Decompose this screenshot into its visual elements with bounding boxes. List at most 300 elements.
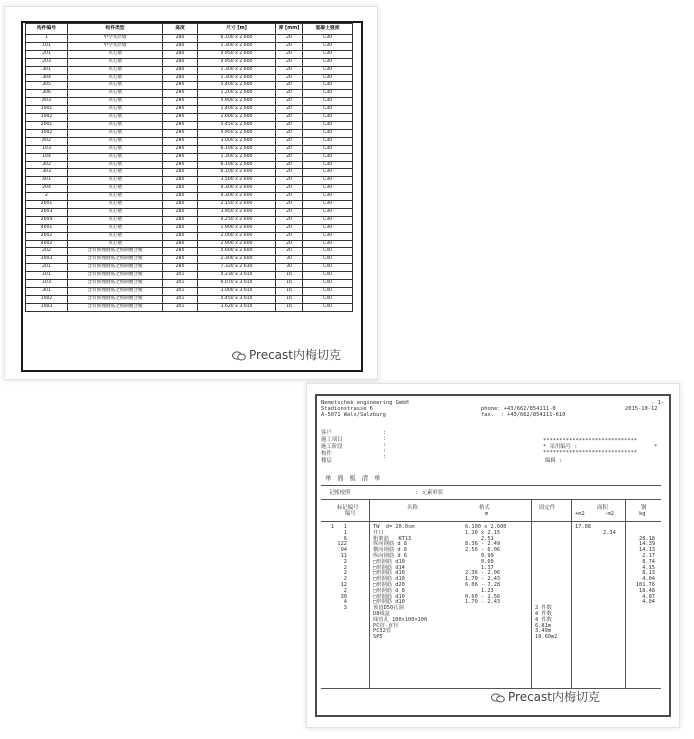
- table-cell: 280: [163, 169, 198, 177]
- table-cell: 20: [276, 169, 303, 177]
- table-cell: 203: [26, 58, 68, 66]
- drawing-no-label: * 采用编号 :: [543, 444, 578, 450]
- table-header-row: [26, 24, 353, 35]
- table-cell: 含有预埋钢筋之预制叠合板: [68, 288, 163, 296]
- table-cell: 16: [276, 295, 303, 303]
- edit-label: 编辑 :: [545, 458, 563, 464]
- table-cell: 1.300 x 2.600: [198, 66, 276, 74]
- table-row: [26, 90, 353, 98]
- table-cell: 20: [276, 42, 303, 50]
- table-cell: 2004: [26, 216, 68, 224]
- page-number: - 1-: [651, 400, 664, 406]
- table-row: [26, 58, 353, 66]
- table-row: [26, 201, 353, 209]
- table-cell: 280: [163, 193, 198, 201]
- table-cell: C30: [303, 90, 353, 98]
- printout-card: [306, 383, 680, 728]
- table-cell: 280: [163, 129, 198, 137]
- table-cell: 夹心墙: [68, 50, 163, 58]
- table-cell: 夹心墙: [68, 137, 163, 145]
- table-header-cell: 高度: [163, 24, 198, 35]
- table-cell: C30: [303, 58, 353, 66]
- table-cell: 6.100 x 2.600: [198, 169, 276, 177]
- table-cell: 6.100 x 2.600: [198, 161, 276, 169]
- table-row: [26, 264, 353, 272]
- table-cell: C30: [303, 114, 353, 122]
- table-row: [26, 177, 353, 185]
- table-cell: C30: [303, 185, 353, 193]
- table-row: [26, 216, 353, 224]
- table-cell: 103: [26, 280, 68, 288]
- table-cell: 3003: [26, 256, 68, 264]
- table-cell: 夹心墙: [68, 90, 163, 98]
- table-cell: 3002: [26, 129, 68, 137]
- table-cell: 20: [276, 121, 303, 129]
- table-cell: 2003: [26, 208, 68, 216]
- watermark-text: Precast内梅切克: [508, 690, 600, 704]
- col-header-steel-unit: kg: [639, 511, 646, 517]
- table-cell: 20: [276, 248, 303, 256]
- col-header-mark: 标记编号: [337, 505, 359, 511]
- table-cell: 280: [163, 90, 198, 98]
- col-area-plus-values: 17.08: [575, 524, 591, 530]
- table-cell: 20: [276, 193, 303, 201]
- table-cell: 280: [163, 232, 198, 240]
- table-cell: 夹心墙: [68, 232, 163, 240]
- table-cell: 280: [163, 145, 198, 153]
- table-cell: 2.600 x 2.600: [198, 114, 276, 122]
- table-cell: 夹心墙: [68, 240, 163, 248]
- table-cell: 104: [26, 153, 68, 161]
- company-name: Nemetschek engineering GmbH: [321, 400, 409, 406]
- table-cell: 夹心墙: [68, 82, 163, 90]
- table-cell: 夹心墙: [68, 74, 163, 82]
- table-cell: 306: [26, 90, 68, 98]
- project-label: 施工项目: [321, 437, 343, 443]
- table-cell: 280: [163, 216, 198, 224]
- table-row: [26, 193, 353, 201]
- table-cell: 6.100 x 2.600: [198, 145, 276, 153]
- table-cell: 280: [163, 224, 198, 232]
- table-cell: 6.100 x 2.600: [198, 35, 276, 43]
- table-cell: 1.400 x 2.600: [198, 106, 276, 114]
- table-cell: 中空夹层墙: [68, 35, 163, 43]
- table-cell: 20: [276, 145, 303, 153]
- table-cell: 4.950 x 2.600: [198, 50, 276, 58]
- divider-1: [321, 485, 661, 486]
- table-cell: C30: [303, 121, 353, 129]
- table-row: [26, 82, 353, 90]
- table-cell: C40: [303, 303, 353, 311]
- table-cell: 1003: [26, 303, 68, 311]
- table-cell: 含有预埋钢筋之预制叠合板: [68, 264, 163, 272]
- table-cell: 101: [26, 42, 68, 50]
- company-phone: phone: +43/662/854111-0: [481, 406, 556, 412]
- table-cell: 280: [163, 161, 198, 169]
- divider-2: [321, 499, 661, 500]
- table-cell: 夹心墙: [68, 145, 163, 153]
- table-cell: 30: [276, 264, 303, 272]
- table-row: [26, 288, 353, 296]
- col-header-mark-no: 编号: [345, 511, 356, 517]
- table-cell: 夹心墙: [68, 169, 163, 177]
- table-cell: 20: [276, 153, 303, 161]
- table-cell: 3.000 x 2.600: [198, 137, 276, 145]
- col-mark-values: 1 1 1 6 122 94 11 2 2 2 2 12 2 30 4 3: [331, 524, 347, 612]
- company-fax: fax. : +43/662/854111-610: [481, 412, 566, 418]
- table-cell: 16: [276, 303, 303, 311]
- table-cell: 含有预埋钢筋之预制叠合板: [68, 295, 163, 303]
- table-cell: 20: [276, 106, 303, 114]
- table-cell: 3.500 x 2.600: [198, 177, 276, 185]
- table-cell: 4.950 x 2.600: [198, 129, 276, 137]
- table-cell: 夹心墙: [68, 201, 163, 209]
- col-format-values: 6.100 x 2.600 1.10 x 2.15 2.51 8.36 - 2.49 2.56 - 6.06 0.99 0.60 1.37 2.36 - 2.06 1.70 - 2.43 6.06 - 7.28 1.23 0.60 - 2.56 1.70 - 2.43: [465, 524, 507, 606]
- wechat-icon: [491, 693, 505, 703]
- table-cell: 280: [163, 248, 198, 256]
- table-cell: 夹心墙: [68, 98, 163, 106]
- table-cell: 280: [163, 185, 198, 193]
- table-cell: 2001: [26, 201, 68, 209]
- table-cell: 3.620 x 3.010: [198, 303, 276, 311]
- table-cell: 2002: [26, 232, 68, 240]
- table-cell: 280: [163, 74, 198, 82]
- table-cell: 2.150 x 2.600: [198, 201, 276, 209]
- table-row: [26, 256, 353, 264]
- col-header-fixed: 固定件: [539, 505, 556, 511]
- table-cell: 1.300 x 2.600: [198, 153, 276, 161]
- table-cell: C40: [303, 272, 353, 280]
- col-header-steel: 钢: [641, 505, 647, 511]
- table-cell: C30: [303, 66, 353, 74]
- table-row: [26, 153, 353, 161]
- table-cell: C40: [303, 280, 353, 288]
- col-sep-4: [625, 500, 626, 688]
- table-cell: C30: [303, 193, 353, 201]
- table-cell: 3.950 x 2.600: [198, 208, 276, 216]
- table-cell: 20: [276, 98, 303, 106]
- table-cell: 402: [26, 137, 68, 145]
- table-cell: 1.200 x 2.600: [198, 90, 276, 98]
- table-cell: C30: [303, 74, 353, 82]
- table-body: [26, 35, 353, 312]
- table-cell: 280: [163, 201, 198, 209]
- table-cell: 2: [26, 193, 68, 201]
- table-cell: 16: [276, 280, 303, 288]
- table-cell: 20: [276, 82, 303, 90]
- table-cell: 5.400 x 2.600: [198, 82, 276, 90]
- table-cell: 20: [276, 90, 303, 98]
- table-cell: C30: [303, 177, 353, 185]
- table-cell: 16: [276, 272, 303, 280]
- table-row: [26, 161, 353, 169]
- table-row: [26, 280, 353, 288]
- table-row: [26, 35, 353, 43]
- table-cell: 夹心墙: [68, 161, 163, 169]
- table-cell: C30: [303, 224, 353, 232]
- col-header-area-units: +m2 -m2: [575, 511, 614, 517]
- col-area-minus-values: 2.34: [603, 529, 616, 536]
- table-cell: 201: [26, 264, 68, 272]
- table-cell: 4.250 x 2.600: [198, 216, 276, 224]
- document-title: 单 面 板 清 单: [325, 474, 382, 482]
- phase-label: 施工阶段: [321, 444, 343, 450]
- table-cell: 280: [163, 98, 198, 106]
- table-cell: 夹心墙: [68, 193, 163, 201]
- table-cell: 103: [26, 145, 68, 153]
- table-cell: 20: [276, 66, 303, 74]
- table-cell: 夹心墙: [68, 58, 163, 66]
- table-cell: 2.300 x 2.600: [198, 256, 276, 264]
- table-cell: 301: [26, 288, 68, 296]
- table-cell: 含有预埋钢筋之预制叠合板: [68, 272, 163, 280]
- table-header-cell: 厚 [mm]: [276, 24, 303, 35]
- watermark: [491, 688, 600, 705]
- table-cell: 20: [276, 201, 303, 209]
- floor-label: 楼层: [321, 458, 332, 464]
- table-cell: 301: [163, 288, 198, 296]
- table-row: [26, 106, 353, 114]
- record-label: 记帐按照: [329, 490, 351, 496]
- table-cell: 403: [26, 98, 68, 106]
- table-cell: 280: [163, 114, 198, 122]
- table-row: [26, 295, 353, 303]
- col-name-values: TW d= 20.0cm 开口 桁架筋 KT13 纵向钢筋 d 8 横向钢筋 d 8 纵向钢筋 d 6 □形钢筋 d10 □形钢筋 d14 □形钢筋 d10 □形钢筋 d10 □形钢筋 d20 □形钢筋 d 8 □形钢筋 d10 □形钢筋 d10 预留D50孔洞 D8线盒 线管孔 100×100×100 PC管-直径 PC32管 SP5: [373, 524, 428, 641]
- table-cell: C30: [303, 161, 353, 169]
- table-row: [26, 169, 353, 177]
- table-cell: 夹心墙: [68, 66, 163, 74]
- table-cell: 4.300 x 2.600: [198, 193, 276, 201]
- table-cell: C30: [303, 129, 353, 137]
- table-cell: C30: [303, 50, 353, 58]
- table-cell: 1.900 x 2.600: [198, 224, 276, 232]
- table-cell: 1002: [26, 114, 68, 122]
- divider-3: [321, 521, 661, 522]
- table-cell: 夹心墙: [68, 216, 163, 224]
- table-cell: 5.450 x 3.010: [198, 295, 276, 303]
- table-cell: 夹心墙: [68, 129, 163, 137]
- table-row: [26, 114, 353, 122]
- table-cell: 280: [163, 177, 198, 185]
- table-row: [26, 66, 353, 74]
- table-cell: 20: [276, 35, 303, 43]
- table-cell: 401: [26, 177, 68, 185]
- table-cell: 20: [276, 232, 303, 240]
- col-header-area: 面积: [597, 505, 608, 511]
- table-cell: 280: [163, 153, 198, 161]
- table-cell: 204: [26, 185, 68, 193]
- table-cell: 含有预埋钢筋之预制叠合板: [68, 303, 163, 311]
- table-cell: 20: [276, 74, 303, 82]
- table-row: [26, 240, 353, 248]
- table-row: [26, 208, 353, 216]
- watermark: [232, 346, 341, 363]
- table-cell: 夹心墙: [68, 224, 163, 232]
- col-fixed-values: 2 件数 4 件数 4 件数 6.81m 3.49m 10.60m2: [535, 605, 558, 641]
- table-row: [26, 98, 353, 106]
- table-cell: 4.900 x 2.600: [198, 98, 276, 106]
- table-cell: 夹心墙: [68, 177, 163, 185]
- table-row: [26, 185, 353, 193]
- table-cell: 20: [276, 208, 303, 216]
- table-cell: 280: [163, 137, 198, 145]
- col-header-format-unit: m: [485, 511, 489, 517]
- colon-marks: : : : : :: [383, 430, 387, 460]
- table-cell: 20: [276, 50, 303, 58]
- table-cell: 2.900 x 2.600: [198, 240, 276, 248]
- table-header-cell: 尺寸 [m]: [198, 24, 276, 35]
- table-cell: 201: [26, 50, 68, 58]
- table-row: [26, 224, 353, 232]
- table-row: [26, 74, 353, 82]
- table-cell: 夹心墙: [68, 208, 163, 216]
- table-row: [26, 303, 353, 311]
- table-cell: 4.230 x 3.010: [198, 272, 276, 280]
- table-row: [26, 129, 353, 137]
- table-cell: 20: [276, 216, 303, 224]
- table-cell: 301: [163, 280, 198, 288]
- table-cell: 4.300 x 2.600: [198, 185, 276, 193]
- table-cell: 280: [163, 256, 198, 264]
- table-cell: C30: [303, 169, 353, 177]
- col-sep-1: [369, 500, 370, 688]
- table-cell: 280: [163, 106, 198, 114]
- col-sep-3: [571, 500, 572, 688]
- table-cell: C30: [303, 42, 353, 50]
- client-label: 客户: [321, 430, 332, 436]
- table-cell: 301: [163, 295, 198, 303]
- table-cell: 280: [163, 50, 198, 58]
- table-cell: C30: [303, 106, 353, 114]
- table-cell: C30: [303, 208, 353, 216]
- table-cell: 280: [163, 121, 198, 129]
- table-cell: C40: [303, 248, 353, 256]
- col-sep-2: [531, 500, 532, 688]
- table-cell: 3.000 x 3.010: [198, 288, 276, 296]
- table-cell: 280: [163, 42, 198, 50]
- table-cell: 20: [276, 137, 303, 145]
- table-cell: 20: [276, 177, 303, 185]
- table-cell: 4001: [26, 224, 68, 232]
- company-city: A-5071 Wals/Salzburg: [321, 412, 386, 418]
- table-row: [26, 121, 353, 129]
- table-cell: C30: [303, 35, 353, 43]
- stars-end: *: [654, 444, 658, 450]
- table-cell: C30: [303, 82, 353, 90]
- table-cell: C30: [303, 240, 353, 248]
- table-row: [26, 272, 353, 280]
- table-cell: 6.070 x 3.010: [198, 280, 276, 288]
- table-cell: 含有预埋钢筋之预制叠合板: [68, 256, 163, 264]
- table-cell: 280: [163, 264, 198, 272]
- table-cell: 1001: [26, 106, 68, 114]
- table-cell: C30: [303, 232, 353, 240]
- table-cell: 5.600 x 2.600: [198, 248, 276, 256]
- table-cell: 304: [26, 74, 68, 82]
- col-header-name: 名称: [407, 505, 418, 511]
- table-cell: 20: [276, 224, 303, 232]
- table-row: [26, 145, 353, 153]
- component-table: [25, 23, 353, 312]
- table-cell: C30: [303, 153, 353, 161]
- table-cell: 含有预埋钢筋之预制叠合板: [68, 280, 163, 288]
- table-header-cell: 混凝土强度: [303, 24, 353, 35]
- table-cell: 夹心墙: [68, 114, 163, 122]
- table-cell: 303: [26, 169, 68, 177]
- col-steel-values: 28.18 14.39 14.13 2.17 8.74 4.15 8.13 4.04 101.76 18.48 4.87 4.04: [635, 535, 655, 606]
- table-cell: 2001: [26, 121, 68, 129]
- table-cell: 302: [26, 161, 68, 169]
- table-cell: 1.300 x 2.600: [198, 74, 276, 82]
- table-cell: 2.000 x 2.600: [198, 232, 276, 240]
- table-cell: 20: [276, 58, 303, 66]
- table-cell: 202: [26, 248, 68, 256]
- table-cell: 101: [26, 272, 68, 280]
- company-street: Stadionstrasse 6: [321, 406, 373, 412]
- table-cell: 280: [163, 208, 198, 216]
- table-cell: 301: [163, 303, 198, 311]
- table-cell: 20: [276, 129, 303, 137]
- table-row: [26, 137, 353, 145]
- table-cell: 5.450 x 2.600: [198, 121, 276, 129]
- table-cell: 夹心墙: [68, 185, 163, 193]
- table-cell: 1002: [26, 295, 68, 303]
- table-row: [26, 232, 353, 240]
- table-cell: 301: [163, 272, 198, 280]
- table-cell: 1: [26, 35, 68, 43]
- table-cell: 中空夹层墙: [68, 42, 163, 50]
- record-value: : 元素形状: [415, 490, 444, 496]
- table-header-cell: 构件类型: [68, 24, 163, 35]
- table-row: [26, 50, 353, 58]
- table-cell: 301: [26, 66, 68, 74]
- table-cell: 20: [276, 114, 303, 122]
- table-cell: 20: [276, 161, 303, 169]
- table-cell: 280: [163, 35, 198, 43]
- table-cell: 7.320 x 2.630: [198, 264, 276, 272]
- table-cell: 夹心墙: [68, 106, 163, 114]
- col-header-format: 格式: [479, 505, 490, 511]
- table-row: [26, 248, 353, 256]
- table-cell: C40: [303, 264, 353, 272]
- table-cell: 4002: [26, 240, 68, 248]
- stars-top: *****************************: [543, 438, 638, 444]
- watermark-text: Precast内梅切克: [249, 348, 341, 362]
- table-cell: 1.300 x 2.600: [198, 42, 276, 50]
- element-label: 构件: [321, 451, 332, 457]
- table-cell: C30: [303, 145, 353, 153]
- table-cell: 4.950 x 2.600: [198, 58, 276, 66]
- table-cell: 30: [276, 256, 303, 264]
- table-cell: 含有预埋钢筋之预制叠合板: [68, 248, 163, 256]
- wechat-icon: [232, 351, 246, 361]
- table-row: [26, 42, 353, 50]
- table-cell: 夹心墙: [68, 121, 163, 129]
- table-cell: 20: [276, 240, 303, 248]
- table-cell: 20: [276, 185, 303, 193]
- table-cell: C30: [303, 98, 353, 106]
- table-cell: C40: [303, 295, 353, 303]
- table-cell: C30: [303, 201, 353, 209]
- table-header-cell: 构件编号: [26, 24, 68, 35]
- table-cell: C30: [303, 216, 353, 224]
- stars-bottom: *****************************: [543, 450, 638, 456]
- table-cell: 280: [163, 82, 198, 90]
- table-cell: 305: [26, 82, 68, 90]
- table-cell: C30: [303, 137, 353, 145]
- print-date: 2015-10-12: [625, 406, 658, 412]
- table-cell: 280: [163, 66, 198, 74]
